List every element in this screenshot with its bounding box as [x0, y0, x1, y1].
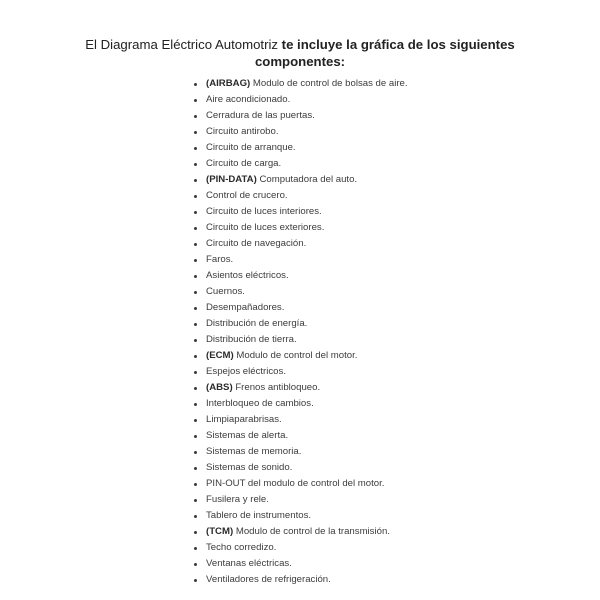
- list-item: [194, 380, 408, 396]
- bullet-icon: [194, 163, 197, 166]
- list-item-text: Circuito de navegación.: [206, 238, 307, 249]
- heading-bold-text: te incluye la gráfica de los siguientes: [281, 37, 515, 52]
- list-item-text: Circuito de carga.: [206, 158, 282, 169]
- bullet-icon: [194, 371, 197, 374]
- list-item-text: Ventanas eléctricas.: [206, 558, 292, 569]
- list-item-code: (PIN-DATA): [206, 174, 257, 185]
- bullet-icon: [194, 419, 197, 422]
- list-item: [194, 188, 408, 204]
- list-item: [194, 204, 408, 220]
- bullet-icon: [194, 131, 197, 134]
- list-item: [194, 300, 408, 316]
- list-item-text: Techo corredizo.: [206, 542, 277, 553]
- list-item-text: Fusilera y rele.: [206, 494, 269, 505]
- list-item: [194, 540, 408, 556]
- list-item-text: Faros.: [206, 254, 234, 265]
- list-item: [194, 92, 408, 108]
- list-item-text: Interbloqueo de cambios.: [206, 398, 314, 409]
- heading-line-1: [0, 36, 600, 53]
- list-item-text: PIN-OUT del modulo de control del motor.: [206, 478, 385, 489]
- list-item-text: Sistemas de sonido.: [206, 462, 293, 473]
- bullet-icon: [194, 211, 197, 214]
- list-item: [194, 220, 408, 236]
- list-item: [194, 476, 408, 492]
- list-item: [194, 348, 408, 364]
- bullet-icon: [194, 483, 197, 486]
- list-item-text: Frenos antibloqueo.: [232, 382, 321, 393]
- list-item: [194, 284, 408, 300]
- bullet-icon: [194, 291, 197, 294]
- list-item-text: Espejos eléctricos.: [206, 366, 286, 377]
- list-item-text: Circuito de luces interiores.: [206, 206, 322, 217]
- list-item-text: Sistemas de alerta.: [206, 430, 289, 441]
- list-item: [194, 252, 408, 268]
- bullet-icon: [194, 339, 197, 342]
- list-item: [194, 524, 408, 540]
- list-item: [194, 396, 408, 412]
- bullet-icon: [194, 259, 197, 262]
- page-heading: [0, 36, 600, 70]
- bullet-icon: [194, 387, 197, 390]
- bullet-icon: [194, 467, 197, 470]
- list-item: [194, 572, 408, 588]
- list-item-text: Control de crucero.: [206, 190, 288, 201]
- list-item: [194, 444, 408, 460]
- list-item-text: Desempañadores.: [206, 302, 285, 313]
- list-item-text: Computadora del auto.: [256, 174, 358, 185]
- list-item: [194, 428, 408, 444]
- list-item: [194, 492, 408, 508]
- list-item-text: Distribución de energía.: [206, 318, 308, 329]
- list-item: [194, 172, 408, 188]
- list-item: [194, 460, 408, 476]
- bullet-icon: [194, 403, 197, 406]
- list-item-text: Sistemas de memoria.: [206, 446, 302, 457]
- bullet-icon: [194, 355, 197, 358]
- list-item: [194, 236, 408, 252]
- list-item-text: Cuernos.: [206, 286, 245, 297]
- list-item-text: Distribución de tierra.: [206, 334, 297, 345]
- list-item: [194, 412, 408, 428]
- bullet-icon: [194, 531, 197, 534]
- list-item: [194, 556, 408, 572]
- bullet-icon: [194, 115, 197, 118]
- bullet-icon: [194, 547, 197, 550]
- bullet-icon: [194, 435, 197, 438]
- component-list: [194, 76, 408, 588]
- list-item-text: Circuito antirobo.: [206, 126, 279, 137]
- list-item-text: Modulo de control de la transmisión.: [233, 526, 390, 537]
- list-item-text: Modulo de control de bolsas de aire.: [250, 78, 408, 89]
- list-item-code: (ABS): [206, 382, 233, 393]
- list-item: [194, 124, 408, 140]
- list-item: [194, 332, 408, 348]
- list-item-text: Asientos eléctricos.: [206, 270, 289, 281]
- list-item-text: Cerradura de las puertas.: [206, 110, 315, 121]
- bullet-icon: [194, 323, 197, 326]
- list-item: [194, 76, 408, 92]
- list-item-text: Modulo de control del motor.: [233, 350, 358, 361]
- bullet-icon: [194, 195, 197, 198]
- bullet-icon: [194, 515, 197, 518]
- list-item: [194, 508, 408, 524]
- bullet-icon: [194, 451, 197, 454]
- list-item-text: Circuito de arranque.: [206, 142, 296, 153]
- bullet-icon: [194, 275, 197, 278]
- bullet-icon: [194, 83, 197, 86]
- heading-line-2: componentes:: [254, 54, 346, 69]
- list-item-code: (AIRBAG): [206, 78, 251, 89]
- list-item-code: (ECM): [206, 350, 234, 361]
- bullet-icon: [194, 579, 197, 582]
- bullet-icon: [194, 179, 197, 182]
- list-item-text: Aire acondicionado.: [206, 94, 291, 105]
- bullet-icon: [194, 307, 197, 310]
- list-item-text: Circuito de luces exteriores.: [206, 222, 325, 233]
- list-item: [194, 268, 408, 284]
- bullet-icon: [194, 243, 197, 246]
- list-item: [194, 156, 408, 172]
- bullet-icon: [194, 499, 197, 502]
- list-item: [194, 140, 408, 156]
- list-item: [194, 108, 408, 124]
- list-item-text: Tablero de instrumentos.: [206, 510, 312, 521]
- list-item: [194, 316, 408, 332]
- bullet-icon: [194, 99, 197, 102]
- heading-lead-text: El Diagrama Eléctrico Automotriz: [85, 37, 282, 52]
- bullet-icon: [194, 227, 197, 230]
- list-item-code: (TCM): [206, 526, 234, 537]
- bullet-icon: [194, 147, 197, 150]
- list-item-text: Limpiaparabrisas.: [206, 414, 282, 425]
- list-item-text: Ventiladores de refrigeración.: [206, 574, 331, 585]
- list-item: [194, 364, 408, 380]
- bullet-icon: [194, 563, 197, 566]
